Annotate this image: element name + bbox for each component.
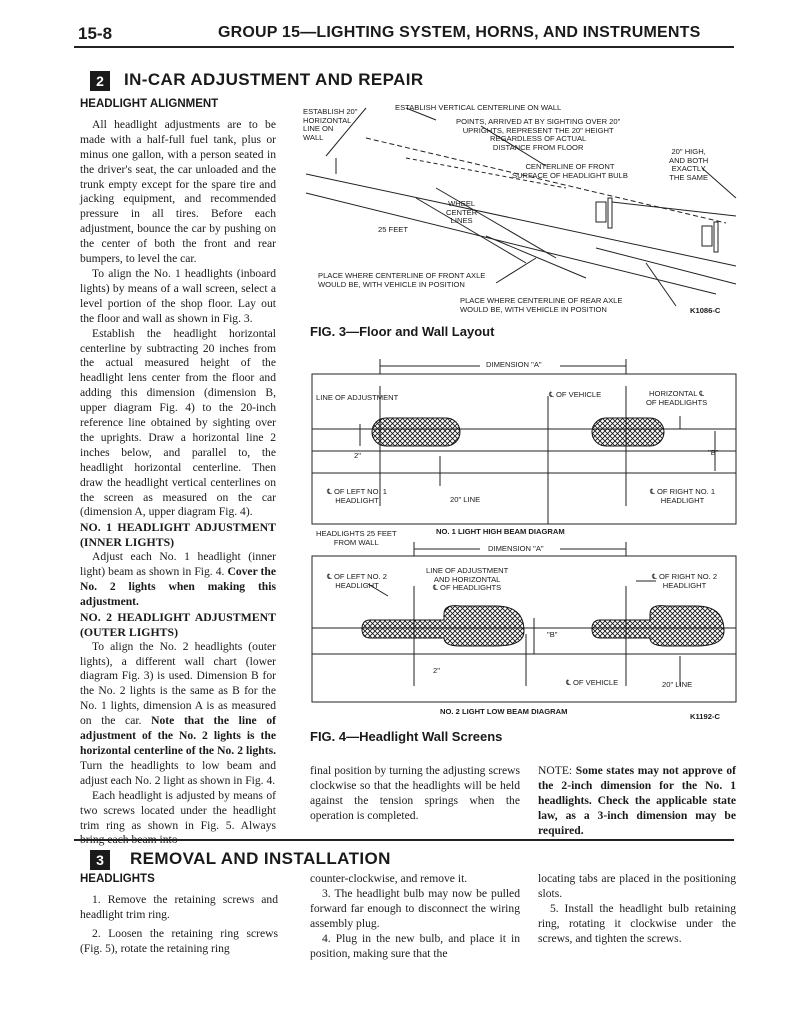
upper-line-of-adjustment: LINE OF ADJUSTMENT: [316, 393, 399, 402]
subhead-no1: NO. 1 HEADLIGHT ADJUSTMENT (INNER LIGHTS): [80, 520, 276, 550]
lower-cl-vehicle: ℄ OF VEHICLE: [566, 678, 619, 687]
text: To align the No. 2 headlights (outer lights), a different wall chart (lower diagram Fig. 3) is used. Dimension B for the No. 2 lights is the same as B for the No. 1 lights, dimension A is as measured on the car.: [80, 639, 276, 728]
fig3-caption: FIG. 3—Floor and Wall Layout: [310, 324, 495, 339]
label-rear-axle: PLACE WHERE CENTERLINE OF REAR AXLE WOULD BE, WITH VEHICLE IN POSITION: [460, 296, 623, 314]
headlights-25-feet: HEADLIGHTS 25 FEET FROM WALL: [316, 529, 397, 547]
subhead-headlights: HEADLIGHTS: [80, 873, 155, 885]
upper-b: "B": [708, 448, 719, 457]
step: 3. The headlight bulb may now be pulled forward far enough to disconnect the wiring assembly plug.: [310, 886, 520, 930]
label-front-axle: PLACE WHERE CENTERLINE OF FRONT AXLE WOULD BE, WITH VEHICLE IN POSITION: [318, 271, 486, 289]
lower-left-no2: ℄ OF LEFT NO. 2 HEADLIGHT: [327, 572, 388, 590]
text: Turn the headlights to low beam and adjust each No. 2 light as shown in Fig. 4.: [80, 758, 276, 787]
paragraph: Each headlight is adjusted by means of two screws located under the headlight trim ring as shown in Fig. 5. Always: [80, 788, 276, 832]
lower-title: NO. 2 LIGHT LOW BEAM DIAGRAM: [440, 707, 568, 716]
upper-right-no1: ℄ OF RIGHT NO. 1 HEADLIGHT: [650, 487, 716, 505]
s3-left-column: [80, 872, 278, 957]
section-badge: 2: [90, 71, 110, 91]
subhead-no2: NO. 2 HEADLIGHT ADJUSTMENT (OUTER LIGHTS): [80, 609, 276, 639]
upper-dimension-a: DIMENSION "A": [486, 360, 542, 369]
label-centerline-front: CENTERLINE OF FRONT SURFACE OF HEADLIGHT BULB: [512, 162, 628, 180]
step: 1. Remove the retaining screws and headlight trim ring.: [80, 892, 278, 921]
text: Adjust each No. 1 headlight (inner light) beam as shown in Fig. 4.: [80, 550, 276, 579]
lower-2-inch: 2": [433, 666, 440, 675]
paragraph: To align the No. 1 headlights (inboard lights) by means of a wall screen, select a level portion of the shop floor. Lay out the floor and wall as shown in Fig. 3.: [80, 266, 276, 325]
upper-2-inch: 2": [354, 451, 361, 460]
right-column-note: [538, 764, 736, 839]
lower-line-of-adjustment: LINE OF ADJUSTMENT AND HORIZONTAL ℄ OF HEADLIGHTS: [426, 566, 509, 593]
page-number: 15-8: [78, 24, 113, 43]
note-paragraph: [538, 764, 736, 839]
label-wheel-center: WHEEL CENTER LINES: [446, 199, 478, 226]
step: counter-clockwise, and remove it.: [310, 872, 468, 885]
fig4-code: K1192-C: [690, 712, 720, 721]
bold-text: Cover the No. 2 lights when making this adjustment.: [80, 565, 276, 608]
paragraph: [80, 550, 276, 610]
label-points: POINTS, ARRIVED AT BY SIGHTING OVER 20" UPRIGHTS, REPRESENT THE 20" HEIGHT REGARDLESS OF ACTUAL DISTANCE FROM FLOOR: [456, 117, 621, 152]
paragraph: Establish the headlight horizontal centerline by subtracting 20 inches from the actual measured height of the headlight lens center from the floor and adding this dimension (dimension B, upper diagram Fig. 4) to the 20-inch reference line obtained by sighting over the uprights. Draw a horizontal line 2 inches below, and parallel to, the headlight horizontal centerline. Then draw the headlight vertical centerlines on the screen as measured on the car (dimension A, upper diagram Fig. 4).: [80, 326, 276, 519]
label-20-high: 20" HIGH, AND BOTH EXACTLY THE SAME: [669, 147, 709, 182]
upper-cl-vehicle: ℄ OF VEHICLE: [549, 390, 602, 399]
page-header: [0, 22, 786, 48]
label-25-feet: 25 FEET: [378, 225, 408, 234]
lower-dimension-a: DIMENSION "A": [488, 544, 544, 553]
upper-20-line: 20" LINE: [450, 495, 481, 504]
lower-20-line: 20" LINE: [662, 680, 693, 689]
paragraph: [80, 640, 276, 789]
lower-right-no2: ℄ OF RIGHT NO. 2 HEADLIGHT: [652, 572, 718, 590]
s3-mid-column: [310, 872, 520, 961]
note-label: NOTE:: [538, 764, 573, 777]
upper-horizontal-cl: HORIZONTAL ℄ OF HEADLIGHTS: [646, 389, 708, 407]
step: 4. Plug in the new bulb, and place it in position, making sure that the: [310, 931, 520, 960]
left-column: [80, 97, 276, 848]
s3-right-column: [538, 872, 736, 947]
section-title: IN-CAR ADJUSTMENT AND REPAIR: [124, 70, 424, 89]
mid-column-continuation: [310, 764, 520, 824]
label-vertical-centerline: ESTABLISH VERTICAL CENTERLINE ON WALL: [395, 103, 562, 112]
step: 2. Loosen the retaining ring screws (Fig. 5), rotate the retaining ring: [80, 926, 278, 955]
label-establish-20: ESTABLISH 20" HORIZONTAL LINE ON WALL: [303, 107, 358, 142]
fig4-caption: FIG. 4—Headlight Wall Screens: [310, 729, 503, 744]
lower-b: "B": [547, 630, 558, 639]
paragraph: All headlight adjustments are to be made with a half-full fuel tank, plus or minus one gallon, with a person seated in the driver's seat, the car unloaded and the trunk empty except for the spare tire and jacking equipment, and recommended pressure in all tires. Before each adjustment, bounce the car by pushing on the center of both the front and rear bumpers, to level the car.: [80, 117, 276, 266]
note-bold: Some states may not approve of the 2-inch dimension for the No. 1 headlights. Check the applicable state law, as a 3-inch dimension may be required.: [538, 764, 736, 837]
section-badge: 3: [90, 850, 110, 870]
fig3-code: K1086-C: [690, 306, 721, 315]
paragraph: final position by turning the adjusting screws clockwise so that the headlights will be held against the tension springs when the operation is completed.: [310, 764, 520, 822]
subhead-headlight-alignment: HEADLIGHT ALIGNMENT: [80, 98, 219, 110]
header-rule: [74, 46, 734, 48]
section-title: REMOVAL AND INSTALLATION: [130, 849, 391, 868]
step: locating tabs are placed in the positioning slots.: [538, 872, 736, 900]
page-title: GROUP 15—LIGHTING SYSTEM, HORNS, AND INSTRUMENTS: [218, 24, 701, 41]
upper-left-no1: ℄ OF LEFT NO. 1 HEADLIGHT: [327, 487, 388, 505]
step: 5. Install the headlight bulb retaining ring, rotating it clockwise under the screws, and tighten the screws.: [538, 901, 736, 945]
bold-text: Note that the line of adjustment of the No. 2 lights is the horizontal centerline of the No. 2 lights.: [80, 714, 277, 757]
upper-title: NO. 1 LIGHT HIGH BEAM DIAGRAM: [436, 527, 565, 536]
section-rule: [74, 839, 734, 841]
